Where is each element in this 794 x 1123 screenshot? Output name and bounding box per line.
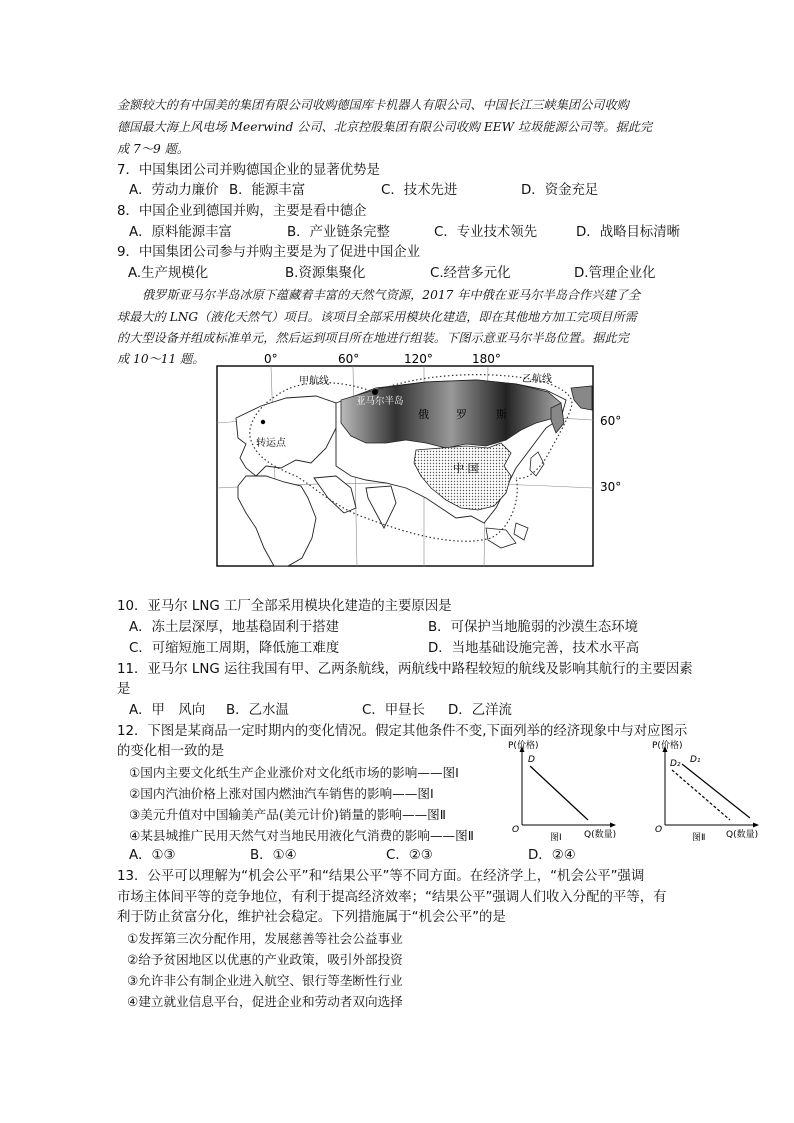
- graph-one-x-arrow: [610, 823, 616, 828]
- lon-label-0: 0°: [264, 352, 278, 366]
- q10-option-d[interactable]: D．当地基础设施完善，技术水平高: [428, 641, 640, 656]
- q11-stem: 11．亚马尔 LNG 运往我国有甲、乙两条航线，两航线中路程较短的航线及影响其航行的主要因素: [117, 662, 693, 677]
- q12-option-d[interactable]: D．②④: [528, 848, 576, 863]
- lat-label-30: 30°: [600, 480, 622, 494]
- q7-option-c[interactable]: C．技术先进: [381, 183, 458, 198]
- russia-label-2: 罗: [456, 408, 467, 421]
- q13-stem-1: 13．公平可以理解为“机会公平”和“结果公平”等不同方面。在经济学上，“机会公平”强调: [117, 869, 645, 884]
- graph-two-curve1-label: D₁: [690, 755, 701, 765]
- graph-one-origin: O: [512, 825, 520, 835]
- lon-label-60: 60°: [338, 352, 360, 366]
- q11-option-c[interactable]: C．甲昼长: [362, 703, 425, 718]
- peninsula-label: 亚马尔半岛: [356, 396, 404, 407]
- lat-label-60: 60°: [600, 414, 622, 428]
- route-yi-label: 乙航线: [522, 374, 552, 385]
- lon-label-180: 180°: [472, 352, 501, 366]
- q11-option-a[interactable]: A．甲 风向: [129, 703, 206, 718]
- q8-stem: 8．中国企业到德国并购，主要是看中德企: [117, 204, 367, 219]
- q11-stem-2: 是: [117, 682, 131, 697]
- q10-option-a[interactable]: A．冻土层深厚，地基稳固利于搭建: [129, 620, 340, 635]
- graph-two: [650, 740, 780, 842]
- graph-one: [500, 740, 625, 842]
- graph-two-caption: 图Ⅱ: [692, 833, 706, 842]
- q12-statement-1: ①国内主要文化纸生产企业涨价对文化纸市场的影响——图Ⅰ: [129, 765, 459, 780]
- q13-statement-2: ②给予贫困地区以优惠的产业政策，吸引外部投资: [127, 952, 403, 967]
- q11-option-b[interactable]: B．乙水温: [226, 703, 289, 718]
- q12-stem: 12．下图是某商品一定时期内的变化情况。假定其他条件不变,下面列举的经济现象中与对应图示: [117, 724, 688, 739]
- lon-label-120: 120°: [404, 352, 433, 366]
- q12-stem-2: 的变化相一致的是: [117, 744, 225, 759]
- route-jia-label: 甲航线: [299, 376, 329, 387]
- q10-option-b[interactable]: B．可保护当地脆弱的沙漠生态环境: [428, 620, 639, 635]
- q8-option-a[interactable]: A．原料能源丰富: [129, 225, 232, 240]
- intro-line-2: 德国最大海上风电场 Meerwind 公司、北京控股集团有限公司收购 EEW 垃圾能源公司等。据此完: [117, 120, 653, 134]
- passage2-line-1: 俄罗斯亚马尔半岛冰原下蕴藏着丰富的天然气资源，2017 年中俄在亚马尔半岛合作兴建了全: [142, 288, 641, 302]
- q13-stem-2: 市场主体间平等的竞争地位，有利于提高经济效率；“结果公平”强调人们收入分配的平等，有: [117, 890, 667, 905]
- q9-stem: 9．中国集团公司参与并购主要是为了促进中国企业: [117, 245, 421, 260]
- yamal-map: [216, 348, 636, 580]
- transfer-label: 转运点: [256, 438, 286, 449]
- q7-option-d[interactable]: D．资金充足: [521, 183, 599, 198]
- q13-statement-1: ①发挥第三次分配作用，发展慈善等社会公益事业: [127, 931, 403, 946]
- q13-stem-3: 利于防止贫富分化，维护社会稳定。下列措施属于“机会公平”的是: [117, 910, 506, 925]
- q7-option-a[interactable]: A．劳动力廉价: [129, 183, 219, 198]
- graph-two-xlabel: Q(数量): [726, 830, 759, 840]
- q8-option-d[interactable]: D．战略目标清晰: [576, 225, 681, 240]
- q12-option-a[interactable]: A．①③: [129, 848, 176, 863]
- transfer-point-marker: [261, 420, 265, 424]
- q10-stem: 10．亚马尔 LNG 工厂全部采用模块化建造的主要原因是: [117, 599, 452, 614]
- yamal-marker: [372, 389, 378, 395]
- graph-one-xlabel: Q(数量): [584, 830, 617, 840]
- q12-option-b[interactable]: B．①④: [250, 848, 297, 863]
- graph-two-curve-d1: [682, 764, 750, 818]
- graph-two-x-arrow: [753, 823, 759, 828]
- graph-one-caption: 图Ⅰ: [550, 833, 562, 842]
- graph-one-ylabel: P(价格): [508, 741, 539, 751]
- q9-option-d[interactable]: D.管理企业化: [574, 266, 656, 281]
- q12-statement-4: ④某县城推广民用天然气对当地民用液化气消费的影响——图Ⅱ: [129, 828, 474, 843]
- intro-line-1: 金额较大的有中国美的集团有限公司收购德国库卡机器人有限公司、中国长江三峡集团公司收购: [117, 98, 629, 112]
- q8-option-c[interactable]: C．专业技术领先: [434, 225, 538, 240]
- graph-one-demand-curve: [530, 766, 588, 820]
- q7-stem: 7．中国集团公司并购德国企业的显著优势是: [117, 163, 380, 178]
- intro-line-3: 成 7～9 题。: [117, 142, 190, 156]
- q8-option-b[interactable]: B．产业链条完整: [287, 225, 390, 240]
- q9-option-a[interactable]: A.生产规模化: [128, 266, 209, 281]
- passage2-line-3: 的大型设备并组成标准单元，然后运到项目所在地进行组装。下图示意亚马尔半岛位置。据此完: [117, 331, 629, 345]
- russia-label-3: 斯: [496, 408, 507, 421]
- graph-one-curve-label: D: [528, 755, 535, 765]
- q13-statement-3: ③允许非公有制企业进入航空、银行等垄断性行业: [127, 973, 403, 988]
- passage2-line-4: 成 10～11 题。: [117, 352, 205, 366]
- q13-statement-4: ④建立就业信息平台，促进企业和劳动者双向选择: [127, 994, 403, 1009]
- graph-two-origin: O: [655, 825, 663, 835]
- graph-two-curve2-label: D₂: [670, 759, 681, 769]
- q12-statement-2: ②国内汽油价格上涨对国内燃油汽车销售的影响——图Ⅰ: [129, 786, 434, 801]
- q12-option-c[interactable]: C．②③: [386, 848, 433, 863]
- graph-two-ylabel: P(价格): [652, 741, 683, 751]
- q9-option-c[interactable]: C.经营多元化: [430, 266, 511, 281]
- q10-option-c[interactable]: C．可缩短施工周期，降低施工难度: [129, 641, 340, 656]
- q9-option-b[interactable]: B.资源集聚化: [285, 266, 366, 281]
- q7-option-b[interactable]: B．能源丰富: [229, 183, 306, 198]
- q11-option-d[interactable]: D．乙洋流: [448, 703, 512, 718]
- russia-label-1: 俄: [418, 408, 429, 421]
- passage2-line-2: 球最大的 LNG（液化天然气）项目。该项目全部采用模块化建造，即在其他地方加工完项目所需: [117, 310, 637, 324]
- china-label: 中 国: [453, 462, 479, 475]
- q12-statement-3: ③美元升值对中国输美产品(美元计价)销量的影响——图Ⅱ: [129, 807, 446, 822]
